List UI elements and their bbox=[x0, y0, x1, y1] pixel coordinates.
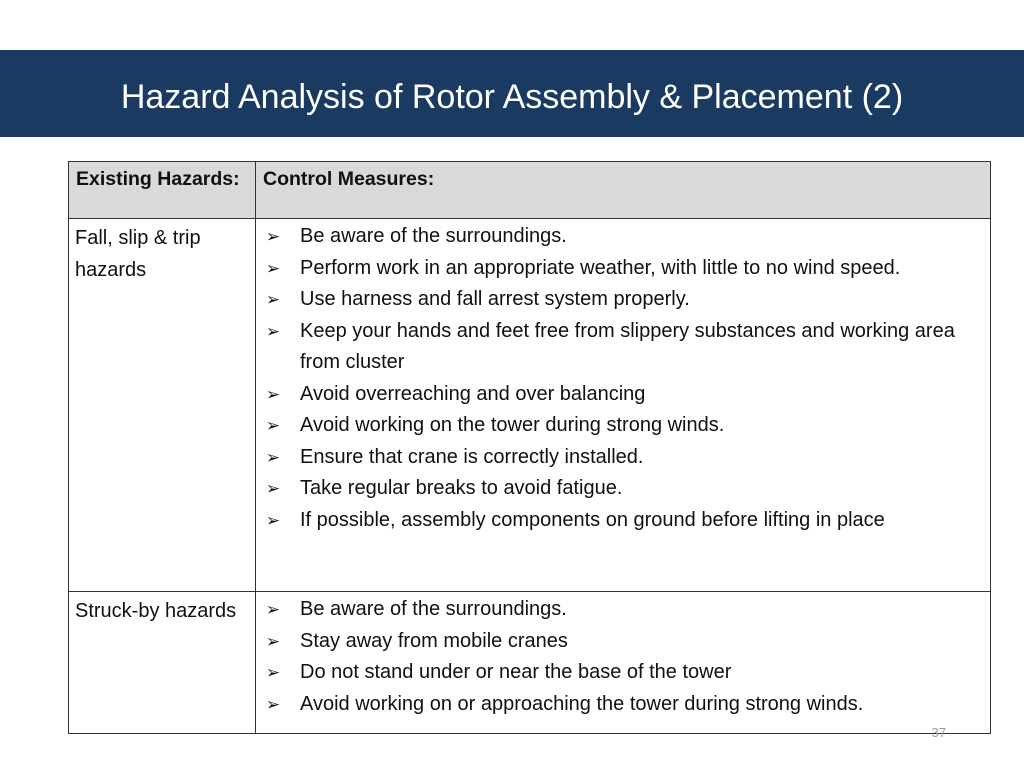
measures-cell bbox=[256, 592, 991, 734]
arrowhead-bullet-icon: ➢ bbox=[265, 290, 281, 309]
arrowhead-bullet-icon: ➢ bbox=[265, 694, 281, 714]
list-item bbox=[263, 410, 986, 442]
measure-text: Use harness and fall arrest system properly. bbox=[300, 288, 690, 310]
measures-list bbox=[263, 221, 986, 536]
measure-text: Do not stand under or near the base of the tower bbox=[300, 661, 732, 683]
measures-list bbox=[263, 594, 986, 720]
measure-text: Ensure that crane is correctly installed. bbox=[300, 445, 644, 468]
measure-text: Perform work in an appropriate weather, with little to no wind speed. bbox=[300, 256, 901, 279]
arrowhead-bullet-icon: ➢ bbox=[265, 447, 281, 467]
list-item bbox=[263, 284, 986, 316]
list-item bbox=[263, 505, 986, 537]
arrowhead-bullet-icon: ➢ bbox=[265, 258, 281, 278]
list-item bbox=[263, 657, 986, 689]
arrowhead-bullet-icon: ➢ bbox=[265, 321, 281, 341]
list-item bbox=[263, 626, 986, 658]
page-number: 37 bbox=[931, 725, 946, 740]
measure-text: Keep your hands and feet free from slippery substances and working area from cluster bbox=[300, 319, 955, 373]
measure-text: Avoid working on the tower during strong winds. bbox=[300, 414, 725, 436]
hazard-cell: Fall, slip & trip hazards bbox=[69, 219, 256, 592]
arrowhead-bullet-icon: ➢ bbox=[265, 510, 281, 530]
measure-text: Be aware of the surroundings. bbox=[300, 225, 567, 247]
list-item bbox=[263, 442, 986, 474]
measure-text: Be aware of the surroundings. bbox=[300, 598, 567, 620]
arrowhead-bullet-icon: ➢ bbox=[265, 600, 281, 619]
arrowhead-bullet-icon: ➢ bbox=[265, 227, 281, 246]
title-bar bbox=[0, 50, 1024, 137]
measures-cell bbox=[256, 219, 991, 592]
measure-text: Avoid working on or approaching the tower during strong winds. bbox=[300, 692, 864, 715]
measure-text: Take regular breaks to avoid fatigue. bbox=[300, 477, 623, 499]
arrowhead-bullet-icon: ➢ bbox=[265, 416, 281, 435]
header-existing-hazards: Existing Hazards: bbox=[69, 162, 256, 219]
table-header-row bbox=[69, 162, 991, 219]
list-item bbox=[263, 379, 986, 411]
header-control-measures: Control Measures: bbox=[256, 162, 991, 219]
table-row bbox=[69, 219, 991, 592]
arrowhead-bullet-icon: ➢ bbox=[265, 384, 281, 404]
arrowhead-bullet-icon: ➢ bbox=[265, 479, 281, 498]
arrowhead-bullet-icon: ➢ bbox=[265, 631, 281, 651]
hazard-table bbox=[68, 161, 991, 734]
list-item bbox=[263, 594, 986, 626]
table-row bbox=[69, 592, 991, 734]
measure-text: Stay away from mobile cranes bbox=[300, 629, 568, 652]
list-item bbox=[263, 689, 986, 721]
arrowhead-bullet-icon: ➢ bbox=[265, 663, 281, 682]
slide-title: Hazard Analysis of Rotor Assembly & Placement (2) bbox=[120, 78, 904, 116]
list-item bbox=[263, 221, 986, 253]
list-item bbox=[263, 253, 986, 285]
measure-text: Avoid overreaching and over balancing bbox=[300, 382, 646, 405]
list-item bbox=[263, 316, 986, 379]
list-item bbox=[263, 473, 986, 505]
hazard-cell: Struck-by hazards bbox=[69, 592, 256, 734]
measure-text: If possible, assembly components on ground before lifting in place bbox=[300, 508, 885, 531]
